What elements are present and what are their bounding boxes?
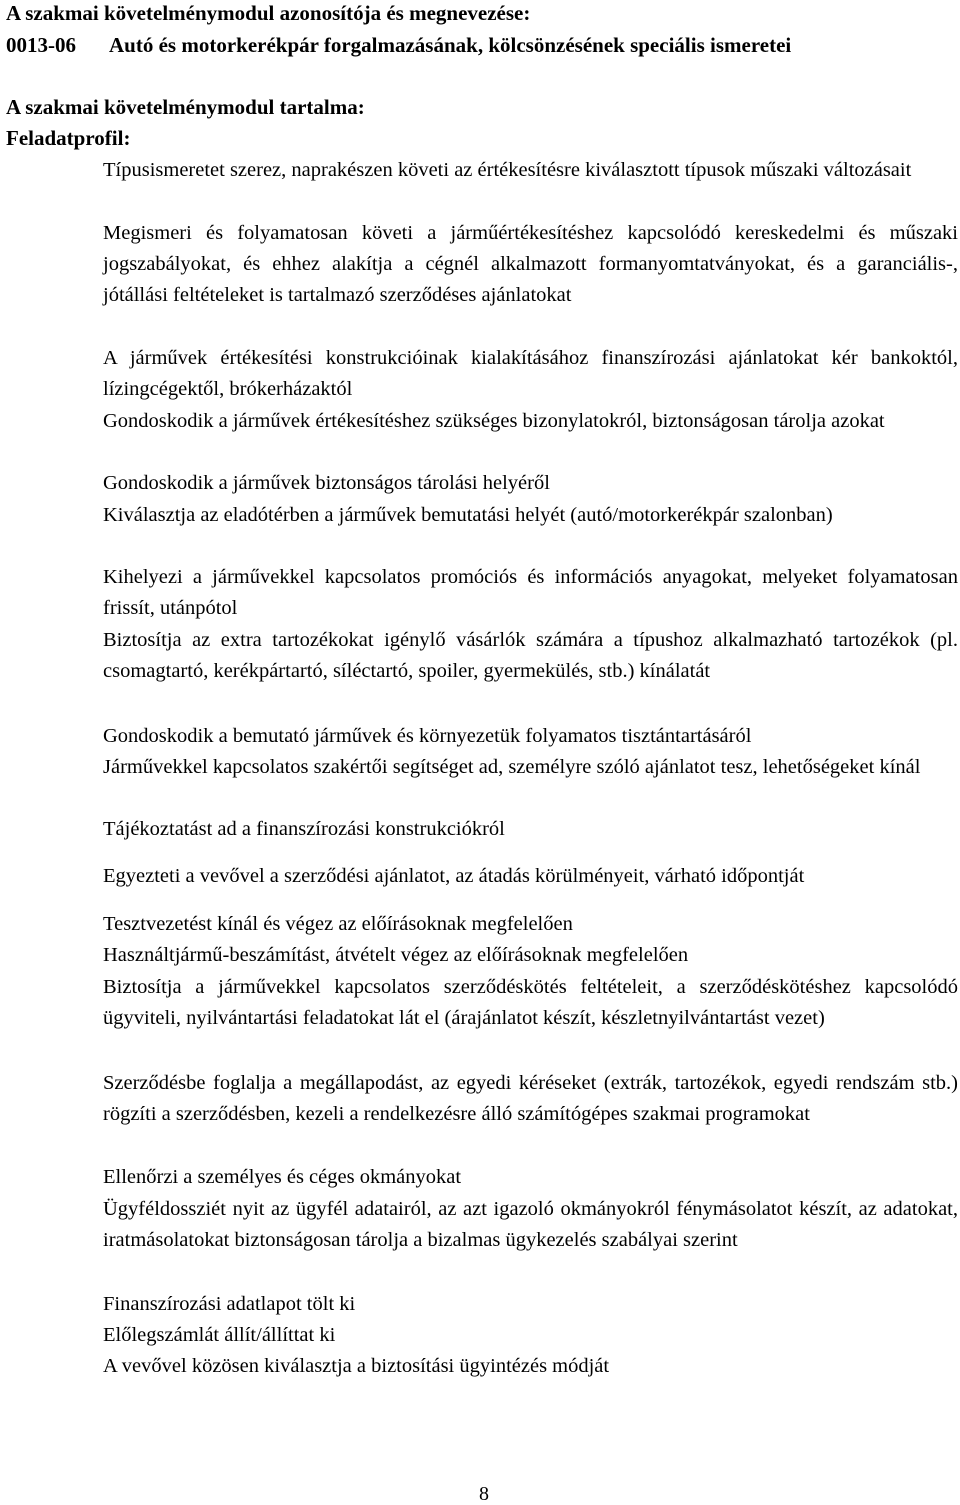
task-item: Előlegszámlát állít/állíttat ki: [103, 1324, 336, 1346]
module-code: 0013-06: [6, 33, 76, 57]
task-item: Tájékoztatást ad a finanszírozási konstrukciókról: [103, 818, 505, 840]
task-item: Ellenőrzi a személyes és céges okmányokat: [103, 1166, 462, 1188]
task-item: Gondoskodik a járművek értékesítéshez szükséges bizonylatokról, biztonságosan tárolja azokat: [103, 410, 885, 432]
task-item: Járművekkel kapcsolatos szakértői segítséget ad, személyre szóló ajánlatot tesz, lehetőségeket kínál: [103, 756, 921, 778]
task-item: Gondoskodik a járművek biztonságos tárolási helyéről: [103, 472, 550, 494]
task-item: Kiválasztja az eladótérben a járművek bemutatási helyét (autó/motorkerékpár szalonban): [103, 504, 833, 526]
module-name: Autó és motorkerékpár forgalmazásának, kölcsönzésének speciális ismeretei: [109, 33, 792, 57]
module-content-heading: A szakmai követelménymodul tartalma:: [6, 95, 365, 119]
module-id-heading: A szakmai követelménymodul azonosítója és megnevezése:: [6, 1, 531, 25]
task-item: Szerződésbe foglalja a megállapodást, az egyedi kéréseket (extrák, tartozékok, egyedi rendszám stb.) rögzíti a szerződésben, kezeli a rendelkezésre álló számítógépes szakmai programokat: [103, 1072, 958, 1125]
task-item: Kihelyezi a járművekkel kapcsolatos promóciós és információs anyagokat, melyeket folyamatosan frissít, utánpótol: [103, 566, 958, 619]
task-item: Ügyféldossziét nyit az ügyfél adatairól, az azt igazoló okmányokról fénymásolatot készít, az adatokat, iratmásolatokat biztonságosan tárolja a bizalmas ügykezelés szabályai szerint: [103, 1198, 958, 1251]
task-item: Finanszírozási adatlapot tölt ki: [103, 1293, 356, 1315]
task-item: Egyezteti a vevővel a szerződési ajánlatot, az átadás körülményeit, várható időpontját: [103, 865, 805, 887]
task-item: Biztosítja az extra tartozékokat igénylő vásárlók számára a típushoz alkalmazható tartozékok (pl. csomagtartó, kerékpártartó, síléctartó, spoiler, gyermekülés, stb.) kínálatát: [103, 629, 958, 682]
task-item: Biztosítja a járművekkel kapcsolatos szerződéskötés feltételeit, a szerződéskötéshez kapcsolódó ügyviteli, nyilvántartási feladatokat lát el (árajánlatot készít, készletnyilvántartást vezet): [103, 976, 958, 1029]
page-number: 8: [479, 1483, 489, 1505]
module-identifier: [6, 35, 791, 56]
task-item: Használtjármű-beszámítást, átvételt végez az előírásoknak megfelelően: [103, 944, 689, 966]
task-item: Gondoskodik a bemutató járművek és környezetük folyamatos tisztántartásáról: [103, 725, 752, 747]
task-item: Típusismeretet szerez, naprakészen követi az értékesítésre kiválasztott típusok műszaki változásait: [103, 159, 912, 181]
task-item: Tesztvezetést kínál és végez az előírásoknak megfelelően: [103, 913, 573, 935]
task-item: Megismeri és folyamatosan követi a járműértékesítéshez kapcsolódó kereskedelmi és műszaki jogszabályokat, és ehhez alakítja a cégnél alkalmazott formanyomtatványokat, és a garanciális-, jótállási feltételeket is tartalmazó szerződéses ajánlatokat: [103, 222, 958, 306]
task-item: A járművek értékesítési konstrukcióinak kialakításához finanszírozási ajánlatokat kér bankoktól, lízingcégektől, brókerházaktól: [103, 347, 958, 400]
task-item: A vevővel közösen kiválasztja a biztosítási ügyintézés módját: [103, 1355, 610, 1377]
task-profile-heading: Feladatprofil:: [6, 126, 131, 150]
